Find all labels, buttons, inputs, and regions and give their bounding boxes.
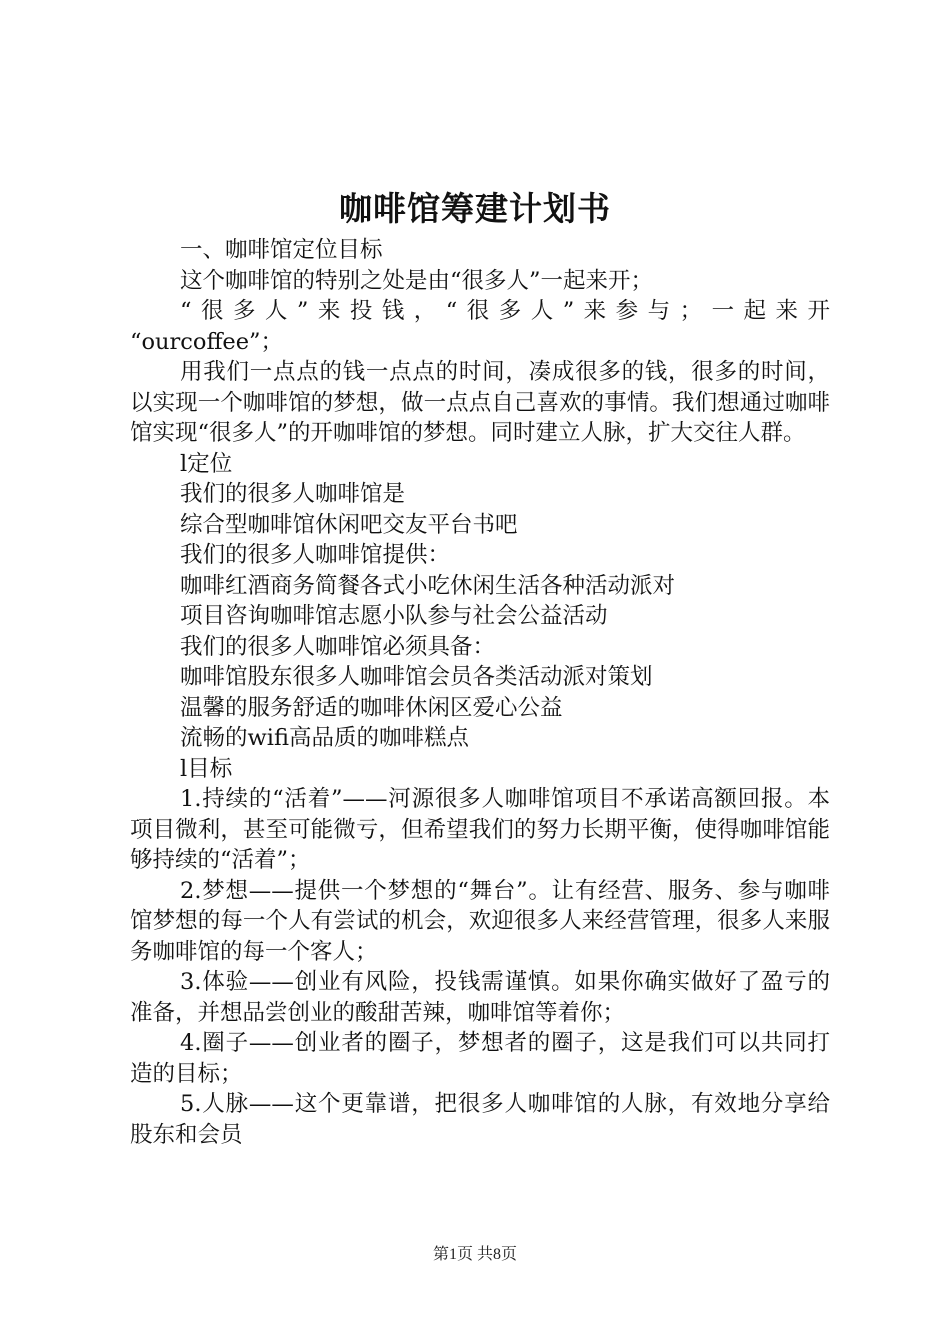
- section-heading: 一、咖啡馆定位目标: [180, 237, 383, 263]
- paragraph-continuation: “ourcoffee”；: [130, 328, 284, 355]
- paragraph: 用我们一点点的钱一点点的时间，凑成很多的钱，很多的时间，以实现一个咖啡馆的梦想，做一点点自己喜欢的事情。我们想通过咖啡馆实现“很多人”的开咖啡馆的梦想。同时建立人脉，扩大交往人群。: [130, 359, 830, 446]
- paragraph: 温馨的服务舒适的咖啡休闲区爱心公益: [180, 694, 563, 721]
- subheading: l定位: [180, 450, 233, 477]
- subheading: l目标: [180, 755, 233, 782]
- paragraph: 我们的很多人咖啡馆提供：: [180, 542, 451, 568]
- paragraph: 项目咨询咖啡馆志愿小队参与社会公益活动: [180, 603, 608, 629]
- paragraph: 咖啡红酒商务简餐各式小吃休闲生活各种活动派对: [180, 572, 676, 599]
- paragraph: “很多人”来投钱，“很多人”来参与；一起来开: [180, 298, 830, 324]
- paragraph: 这个咖啡馆的特别之处是由“很多人”一起来开；: [180, 267, 654, 294]
- page-number-footer: 第1页 共8页: [432, 1246, 517, 1263]
- document-body: [130, 235, 830, 1150]
- numbered-paragraph: 3.体验——创业有风险，投钱需谨慎。如果你确实做好了盈亏的准备，并想品尝创业的酸甜苦辣，咖啡馆等着你；: [130, 969, 830, 1026]
- document-title: 咖啡馆筹建计划书: [339, 189, 611, 228]
- numbered-paragraph: 4.圈子——创业者的圈子，梦想者的圈子，这是我们可以共同打造的目标；: [130, 1030, 830, 1087]
- paragraph: 流畅的wifi高品质的咖啡糕点: [180, 725, 469, 751]
- numbered-paragraph: 5.人脉——这个更靠谱，把很多人咖啡馆的人脉，有效地分享给股东和会员: [130, 1091, 830, 1148]
- paragraph: 我们的很多人咖啡馆是: [180, 481, 406, 507]
- numbered-paragraph: 1.持续的“活着”——河源很多人咖啡馆项目不承诺高额回报。本项目微利，甚至可能微亏，但希望我们的努力长期平衡，使得咖啡馆能够持续的“活着”；: [130, 786, 830, 873]
- paragraph: 咖啡馆股东很多人咖啡馆会员各类活动派对策划: [180, 664, 653, 690]
- paragraph: 综合型咖啡馆休闲吧交友平台书吧: [180, 511, 518, 538]
- paragraph: 我们的很多人咖啡馆必须具备：: [180, 633, 496, 660]
- numbered-paragraph: 2.梦想——提供一个梦想的“舞台”。让有经营、服务、参与咖啡馆梦想的每一个人有尝试的机会，欢迎很多人来经营管理，很多人来服务咖啡馆的每一个客人；: [130, 877, 830, 965]
